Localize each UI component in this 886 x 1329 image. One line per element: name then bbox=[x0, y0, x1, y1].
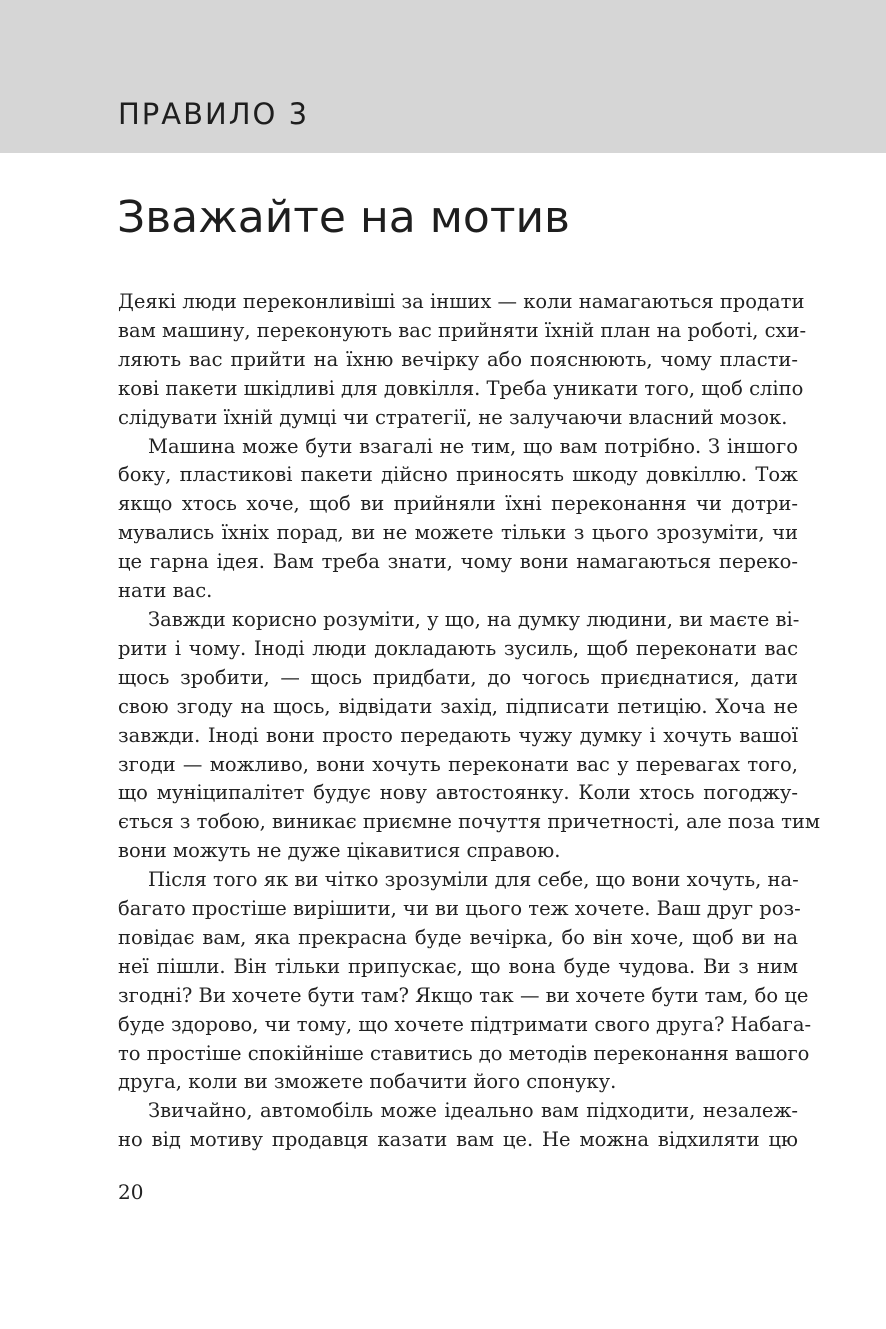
paragraph bbox=[118, 606, 821, 866]
chapter-title: Зважайте на мотив bbox=[117, 192, 570, 243]
text-line: неї пішли. Він тільки припускає, що вона буде чудова. Ви з ним bbox=[118, 954, 798, 978]
text-line: Після того як ви чітко зрозуміли для себе, що вони хочуть, на- bbox=[148, 868, 799, 892]
text-line: ляють вас прийти на їхню вечірку або пояснюють, чому пласти- bbox=[118, 347, 798, 371]
text-line: це гарна ідея. Вам треба знати, чому вони намагаються переко- bbox=[118, 550, 798, 574]
text-line: слідувати їхній думці чи стратегії, не залучаючи власний мозок. bbox=[118, 405, 788, 429]
text-line: рити і чому. Іноді люди докладають зусиль, щоб переконати вас bbox=[118, 636, 798, 660]
page-number: 20 bbox=[118, 1180, 144, 1204]
text-line: Завжди корисно розуміти, у що, на думку людини, ви маєте ві- bbox=[148, 607, 800, 631]
text-line: но від мотиву продавця казати вам це. Не можна відхиляти цю bbox=[118, 1128, 798, 1152]
chapter-header-band bbox=[0, 0, 886, 153]
text-line: мувались їхніх порад, ви не можете тільки з цього зрозуміти, чи bbox=[118, 521, 798, 545]
text-line: завжди. Іноді вони просто передають чужу думку і хочуть вашої bbox=[118, 723, 798, 747]
text-line: багато простіше вирішити, чи ви цього теж хочете. Ваш друг роз- bbox=[118, 897, 801, 921]
text-line: Машина може бути взагалі не тим, що вам потрібно. З іншого bbox=[148, 434, 798, 458]
text-line: нати вас. bbox=[118, 579, 213, 603]
text-line: вам машину, переконують вас прийняти їхній план на роботі, схи- bbox=[118, 318, 807, 342]
text-line: друга, коли ви зможете побачити його спонуку. bbox=[118, 1070, 617, 1094]
text-line: ється з тобою, виникає приємне почуття причетності, але поза тим bbox=[118, 810, 821, 834]
text-line: буде здорово, чи тому, що хочете підтримати свого друга? Набага- bbox=[118, 1012, 812, 1036]
text-line: якщо хтось хоче, щоб ви прийняли їхні переконання чи дотри- bbox=[118, 492, 798, 516]
text-line: Деякі люди переконливіші за інших — коли намагаються продати bbox=[118, 290, 805, 313]
paragraph bbox=[118, 288, 807, 433]
paragraph bbox=[118, 866, 812, 1097]
body-text bbox=[118, 288, 821, 1155]
text-line: що муніципалітет будує нову автостоянку. Коли хтось погоджу- bbox=[118, 781, 798, 805]
rule-label: ПРАВИЛО 3 bbox=[118, 97, 310, 131]
text-line: щось зробити, — щось придбати, до чогось приєднатися, дати bbox=[118, 665, 798, 689]
text-line: вони можуть не дуже цікавитися справою. bbox=[118, 839, 561, 863]
text-line: боку, пластикові пакети дійсно приносять шкоду довкіллю. Тож bbox=[118, 463, 798, 487]
text-line: свою згоду на щось, відвідати захід, підписати петицію. Хоча не bbox=[118, 694, 798, 718]
text-line: то простіше спокійніше ставитись до методів переконання вашого bbox=[118, 1041, 810, 1065]
text-line: згодні? Ви хочете бути там? Якщо так — ви хочете бути там, бо це bbox=[118, 983, 809, 1007]
text-line: кові пакети шкідливі для довкілля. Треба уникати того, щоб сліпо bbox=[118, 376, 804, 400]
text-line: повідає вам, яка прекрасна буде вечірка, бо він хоче, щоб ви на bbox=[118, 925, 798, 949]
text-line: Звичайно, автомобіль може ідеально вам підходити, незалеж- bbox=[148, 1099, 798, 1123]
paragraph bbox=[118, 433, 798, 606]
paragraph bbox=[118, 1097, 798, 1155]
text-line: згоди — можливо, вони хочуть переконати вас у перевагах того, bbox=[118, 752, 798, 776]
